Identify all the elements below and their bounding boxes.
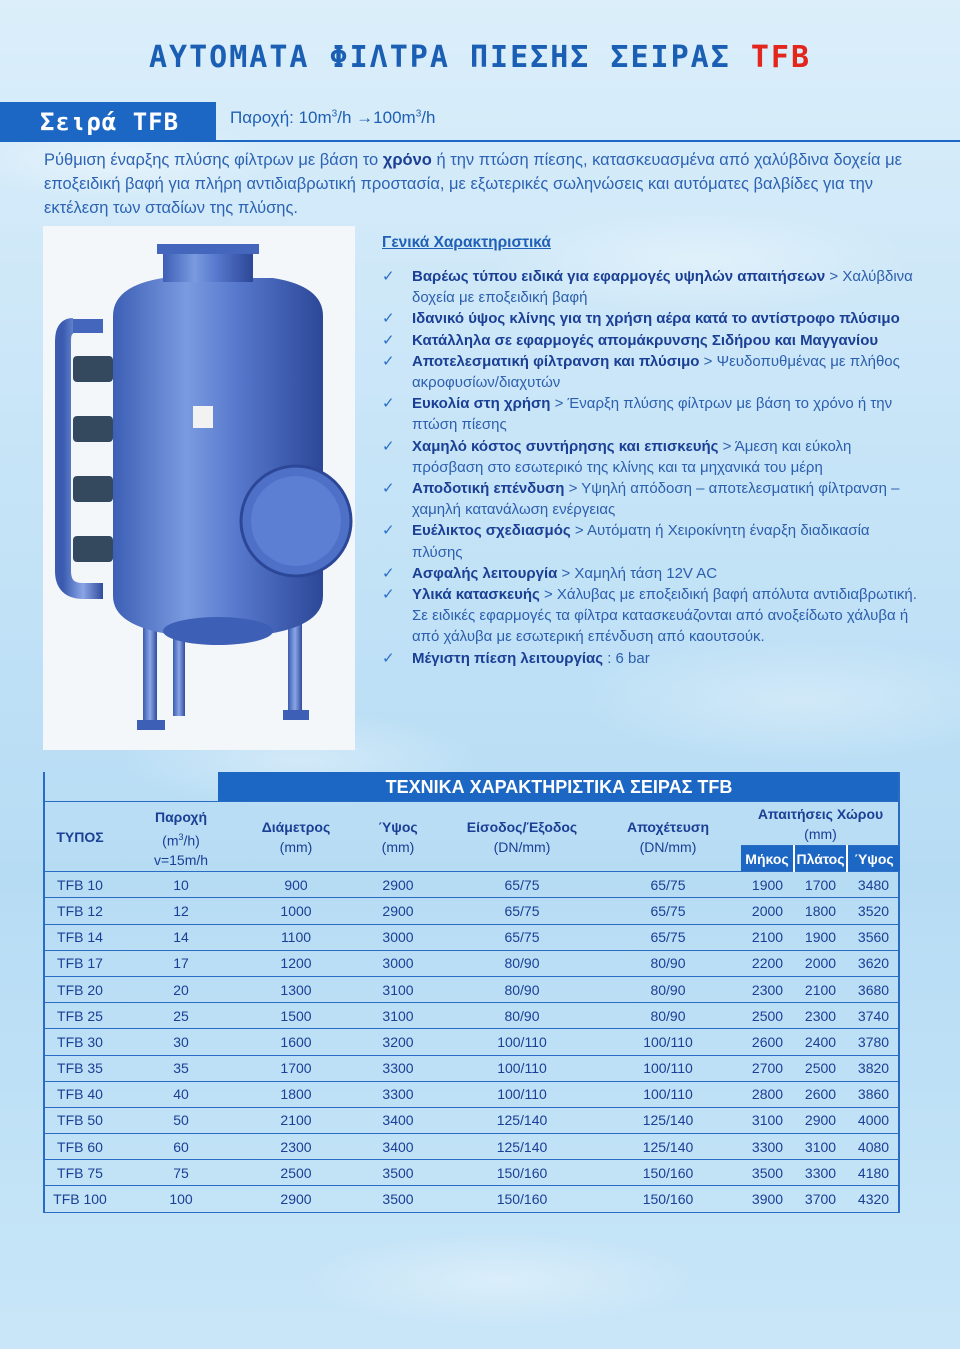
table-cell: 125/140 — [595, 1107, 741, 1133]
table-cell: 4080 — [847, 1134, 900, 1160]
feature-item: ✓ Αποτελεσματική φίλτρανση και πλύσιμο > Ψευδοπυθμένας με πλήθος ακροφυσίων/διαχυτών — [382, 352, 900, 392]
feature-item: ✓ Κατάλληλα σε εφαρμογές απομάκρυνσης Σιδήρου και Μαγγανίου — [382, 330, 922, 351]
table-cell: 100/110 — [449, 1081, 595, 1107]
table-cell: 3860 — [847, 1081, 900, 1107]
checkmark-icon: ✓ — [382, 268, 395, 285]
checkmark-icon: ✓ — [382, 522, 395, 540]
table-cell: 3100 — [347, 976, 449, 1002]
table-row — [43, 1029, 900, 1055]
checkmark-icon: ✓ — [382, 395, 395, 413]
table-cell: 2600 — [741, 1029, 794, 1055]
feature-item: ✓ Ασφαλής λειτουργία > Χαμηλή τάση 12V AC — [382, 563, 922, 584]
table-row — [43, 872, 900, 898]
table-cell: 35 — [117, 1055, 245, 1081]
header-flow: Παροχή $(m^3/h)$ v=15m/h — [117, 802, 245, 872]
checkmark-icon: ✓ — [382, 331, 395, 349]
table-cell: 100/110 — [595, 1055, 741, 1081]
feature-item: ✓ Υλικά κατασκευής > Χάλυβας με εποξειδική βαφή απόλυτα αντιδιαβρωτική. Σε ειδικές εφαρμογές τα φίλτρα κατασκευάζονται από ανοξείδωτο χάλυβα ή από χάλυβα με εσωτερική επένδυση από καουτσούκ. — [382, 586, 917, 646]
header-length: Μήκος — [741, 846, 794, 872]
checkmark-icon: ✓ — [382, 310, 395, 328]
table-cell: TFB 25 — [43, 1003, 117, 1029]
table-cell: 3680 — [847, 976, 900, 1002]
table-cell: 40 — [117, 1081, 245, 1107]
table-cell: 12 — [117, 898, 245, 924]
table-cell: 150/160 — [449, 1186, 595, 1212]
table-cell: 50 — [117, 1107, 245, 1133]
table-cell: 17 — [117, 950, 245, 976]
table-cell: 80/90 — [449, 950, 595, 976]
table-cell: 1700 — [245, 1055, 347, 1081]
table-cell: TFB 17 — [43, 950, 117, 976]
features-list — [382, 266, 922, 669]
table-cell: 2600 — [794, 1081, 847, 1107]
table-cell: 3620 — [847, 950, 900, 976]
table-cell: TFB 40 — [43, 1081, 117, 1107]
table-row — [43, 898, 900, 924]
table-cell: 1900 — [794, 924, 847, 950]
table-cell: 2100 — [245, 1107, 347, 1133]
table-cell: 80/90 — [595, 1003, 741, 1029]
table-cell: 30 — [117, 1029, 245, 1055]
table-cell: TFB 10 — [43, 872, 117, 898]
table-cell: 150/160 — [449, 1160, 595, 1186]
arrow-right-icon: → — [356, 108, 374, 127]
table-cell: 3100 — [741, 1107, 794, 1133]
table-cell: 3100 — [794, 1134, 847, 1160]
table-cell: 65/75 — [449, 924, 595, 950]
table-cell: 65/75 — [449, 872, 595, 898]
title-accent: TFB — [750, 40, 812, 75]
table-cell: 2300 — [741, 976, 794, 1002]
table-cell: 80/90 — [449, 1003, 595, 1029]
table-cell: 3560 — [847, 924, 900, 950]
table-cell: 2500 — [794, 1055, 847, 1081]
table-cell: 3500 — [347, 1160, 449, 1186]
page-title — [0, 40, 960, 75]
checkmark-icon: ✓ — [382, 649, 395, 667]
table-cell: TFB 75 — [43, 1160, 117, 1186]
feature-item: ✓ Βαρέως τύπου ειδικά για εφαρμογές υψηλών απαιτήσεων > Χαλύβδινα δοχεία με εποξειδική βαφή — [382, 268, 913, 307]
table-cell: 1800 — [245, 1081, 347, 1107]
checkmark-icon: ✓ — [382, 586, 395, 604]
header-inlet-outlet: Είσοδος/Έξοδος (DN/mm) — [449, 802, 595, 872]
table-cell: 125/140 — [595, 1134, 741, 1160]
filter-tank-image — [43, 226, 355, 750]
table-cell: 1500 — [245, 1003, 347, 1029]
header-drain: Αποχέτευση (DN/mm) — [595, 802, 741, 872]
checkmark-icon: ✓ — [382, 480, 395, 498]
checkmark-icon: ✓ — [382, 437, 395, 455]
table-row — [43, 950, 900, 976]
table-cell: 3100 — [347, 1003, 449, 1029]
table-row — [43, 1081, 900, 1107]
header-space-requirements: Απαιτήσεις Χώρου (mm) — [741, 802, 900, 846]
table-cell: 3300 — [347, 1081, 449, 1107]
header-height: Ύψος (mm) — [347, 802, 449, 872]
table-cell: 1100 — [245, 924, 347, 950]
table-row — [43, 1134, 900, 1160]
table-cell: 3520 — [847, 898, 900, 924]
table-cell: 2400 — [794, 1029, 847, 1055]
table-cell: 2300 — [794, 1003, 847, 1029]
table-cell: 2300 — [245, 1134, 347, 1160]
header-width: Πλάτος — [794, 846, 847, 872]
table-cell: 80/90 — [595, 950, 741, 976]
table-cell: TFB 14 — [43, 924, 117, 950]
table-cell: 1900 — [741, 872, 794, 898]
table-cell: 3700 — [794, 1186, 847, 1212]
table-cell: 3900 — [741, 1186, 794, 1212]
table-cell: 150/160 — [595, 1160, 741, 1186]
table-cell: 2100 — [794, 976, 847, 1002]
table-cell: 1200 — [245, 950, 347, 976]
table-row — [43, 1160, 900, 1186]
table-cell: 2500 — [741, 1003, 794, 1029]
feature-item: ✓ Χαμηλό κόστος συντήρησης και επισκευής > Άμεση και εύκολη πρόσβαση στο εσωτερικό της κλίνης και τα μηχανικά του μέρη — [382, 437, 852, 476]
table-cell: 3300 — [794, 1160, 847, 1186]
feature-item: ✓ Αποδοτική επένδυση > Υψηλή απόδοση – αποτελεσματική φίλτρανση – χαμηλή κατανάλωση ενέργειας — [382, 480, 900, 519]
table-cell: 3480 — [847, 872, 900, 898]
table-cell: 3200 — [347, 1029, 449, 1055]
table-cell: TFB 60 — [43, 1134, 117, 1160]
table-cell: TFB 50 — [43, 1107, 117, 1133]
table-cell: TFB 20 — [43, 976, 117, 1002]
table-cell: 2500 — [245, 1160, 347, 1186]
table-cell: 2000 — [794, 950, 847, 976]
table-cell: 1600 — [245, 1029, 347, 1055]
features-heading: Γενικά Χαρακτηριστικά — [382, 234, 551, 251]
table-cell: 2200 — [741, 950, 794, 976]
table-cell: 100/110 — [595, 1081, 741, 1107]
table-cell: 2000 — [741, 898, 794, 924]
table-row — [43, 976, 900, 1002]
table-cell: TFB 30 — [43, 1029, 117, 1055]
pressure-filter-illustration — [43, 226, 355, 750]
table-cell: TFB 12 — [43, 898, 117, 924]
series-label: Σειρά TFB — [0, 102, 216, 142]
table-row — [43, 924, 900, 950]
header-type: ΤΥΠΟΣ — [43, 802, 117, 872]
table-row — [43, 1107, 900, 1133]
table-cell: 4000 — [847, 1107, 900, 1133]
title-main: ΑΥΤΟΜΑΤΑ ΦΙΛΤΡΑ ΠΙΕΣΗΣ ΣΕΙΡΑΣ — [148, 40, 731, 75]
table-cell: 3300 — [347, 1055, 449, 1081]
table-cell: 1000 — [245, 898, 347, 924]
table-cell: 900 — [245, 872, 347, 898]
table-cell: 14 — [117, 924, 245, 950]
feature-item: ✓ Μέγιστη πίεση λειτουργίας : 6 bar — [382, 648, 922, 669]
table-cell: 25 — [117, 1003, 245, 1029]
flow-range: Παροχή: $10m^3/h \to 100m^3/h$ — [230, 108, 436, 127]
table-cell: 125/140 — [449, 1107, 595, 1133]
feature-item: ✓ Ιδανικό ύψος κλίνης για τη χρήση αέρα κατά το αντίστροφο πλύσιμο — [382, 308, 922, 329]
table-cell: 1800 — [794, 898, 847, 924]
table-cell: 3500 — [741, 1160, 794, 1186]
table-row — [43, 1186, 900, 1212]
table-cell: 3500 — [347, 1186, 449, 1212]
table-cell: 1300 — [245, 976, 347, 1002]
table-cell: 4180 — [847, 1160, 900, 1186]
table-cell: 100/110 — [449, 1029, 595, 1055]
table-cell: 75 — [117, 1160, 245, 1186]
header-space-height: Ύψος — [847, 846, 900, 872]
table-cell: 2900 — [347, 872, 449, 898]
spec-table — [43, 801, 900, 1213]
intro-paragraph: Ρύθμιση έναρξης πλύσης φίλτρων με βάση το χρόνο ή την πτώση πίεσης, κατασκευασμένα από χαλύβδινα δοχεία με εποξειδική βαφή για πλήρη αντιδιαβρωτική προστασία, με εξωτερικές σωληνώσεις και αυτόματες βαλβίδες για την εκτέλεση των σταδίων της πλύσης. — [44, 151, 902, 217]
table-cell: 65/75 — [595, 924, 741, 950]
table-cell: 80/90 — [595, 976, 741, 1002]
table-cell: 150/160 — [595, 1186, 741, 1212]
table-cell: 4320 — [847, 1186, 900, 1212]
table-title: ΤΕΧΝΙΚΑ ΧΑΡΑΚΤΗΡΙΣΤΙΚΑ ΣΕΙΡΑΣ TFB — [218, 772, 900, 802]
features-section — [382, 234, 922, 669]
feature-item: ✓ Ευκολία στη χρήση > Έναρξη πλύσης φίλτρων με βάση το χρόνο ή την πτώση πίεσης — [382, 395, 893, 434]
table-cell: 100/110 — [449, 1055, 595, 1081]
series-divider — [216, 140, 960, 142]
table-cell: 3820 — [847, 1055, 900, 1081]
table-cell: 100 — [117, 1186, 245, 1212]
table-cell: 3000 — [347, 950, 449, 976]
table-cell: TFB 35 — [43, 1055, 117, 1081]
table-cell: 3400 — [347, 1107, 449, 1133]
table-cell: 65/75 — [449, 898, 595, 924]
table-cell: 100/110 — [595, 1029, 741, 1055]
checkmark-icon: ✓ — [382, 564, 395, 582]
table-cell: 2900 — [347, 898, 449, 924]
table-cell: 65/75 — [595, 898, 741, 924]
header-diameter: Διάμετρος (mm) — [245, 802, 347, 872]
table-cell: TFB 100 — [43, 1186, 117, 1212]
table-cell: 2700 — [741, 1055, 794, 1081]
table-cell: 2800 — [741, 1081, 794, 1107]
table-cell: 65/75 — [595, 872, 741, 898]
table-cell: 3780 — [847, 1029, 900, 1055]
table-cell: 3000 — [347, 924, 449, 950]
table-cell: 80/90 — [449, 976, 595, 1002]
table-row — [43, 1055, 900, 1081]
table-cell: 1700 — [794, 872, 847, 898]
table-cell: 2100 — [741, 924, 794, 950]
table-cell: 3300 — [741, 1134, 794, 1160]
table-cell: 2900 — [245, 1186, 347, 1212]
table-cell: 125/140 — [449, 1134, 595, 1160]
table-cell: 60 — [117, 1134, 245, 1160]
table-cell: 2900 — [794, 1107, 847, 1133]
table-cell: 20 — [117, 976, 245, 1002]
table-cell: 3400 — [347, 1134, 449, 1160]
table-row — [43, 1003, 900, 1029]
checkmark-icon: ✓ — [382, 352, 395, 370]
feature-item: ✓ Ευέλικτος σχεδιασμός > Αυτόματη ή Χειροκίνητη έναρξη διαδικασία πλύσης — [382, 522, 870, 561]
table-cell: 10 — [117, 872, 245, 898]
table-cell: 3740 — [847, 1003, 900, 1029]
